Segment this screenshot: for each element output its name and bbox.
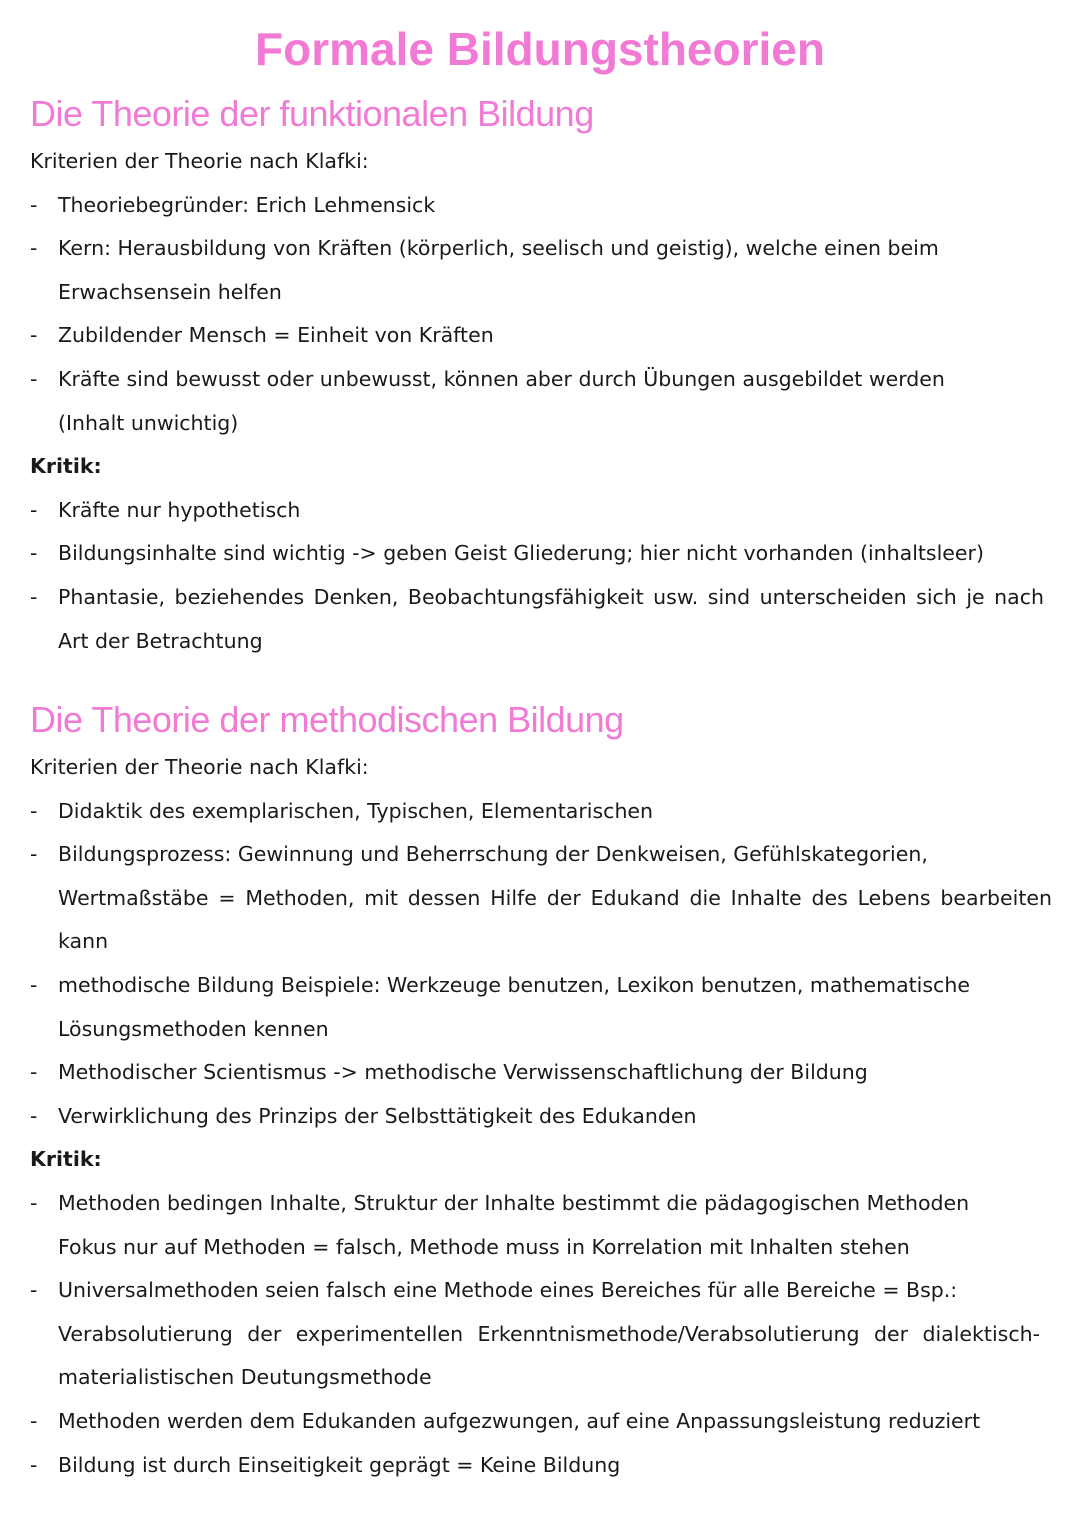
bullet-dash: - [30, 1409, 38, 1433]
bullet-dash: - [30, 1278, 38, 1303]
criteria-item: methodische Bildung Beispiele: Werkzeuge benutzen, Lexikon benutzen, mathematische [58, 973, 970, 997]
bullet-dash: - [30, 798, 38, 823]
critique-item: Verabsolutierung der experimentellen Erkenntnismethode/Verabsolutierung der dialektisch- [58, 1321, 1040, 1346]
bullet-dash: - [30, 1060, 38, 1085]
bullet-dash: - [30, 367, 38, 391]
critique-item: materialistischen Deutungsmethode [58, 1365, 432, 1390]
critique-item: Universalmethoden seien falsch eine Methode eines Bereiches für alle Bereiche = Bsp.: [58, 1278, 958, 1303]
critique-item: Bildung ist durch Einseitigkeit geprägt = Keine Bildung [58, 1452, 621, 1477]
criteria-item: Erwachsensein helfen [58, 279, 282, 304]
bullet-dash: - [30, 585, 38, 609]
criteria-item: kann [58, 929, 109, 954]
criteria-label: Kriterien der Theorie nach Klafki: [30, 755, 369, 779]
bullet-dash: - [30, 842, 38, 867]
section-heading: Die Theorie der funktionalen Bildung [30, 93, 594, 134]
criteria-item: Verwirklichung des Prinzips der Selbsttätigkeit des Edukanden [58, 1103, 697, 1128]
critique-item: Art der Betrachtung [58, 628, 263, 653]
critique-item: Bildungsinhalte sind wichtig -> geben Geist Gliederung; hier nicht vorhanden (inhaltsleer) [58, 541, 984, 566]
criteria-item: Wertmaßstäbe = Methoden, mit dessen Hilfe der Edukand die Inhalte des Lebens bearbeiten [58, 885, 1052, 910]
bullet-dash: - [30, 541, 38, 566]
bullet-dash: - [30, 323, 38, 348]
critique-item: Methoden werden dem Edukanden aufgezwungen, auf eine Anpassungsleistung reduziert [58, 1409, 981, 1433]
bullet-dash: - [30, 236, 38, 261]
critique-item: Phantasie, beziehendes Denken, Beobachtungsfähigkeit usw. sind unterscheiden sich je nach [58, 585, 1044, 609]
criteria-item: Zubildender Mensch = Einheit von Kräften [58, 323, 494, 348]
criteria-item: Didaktik des exemplarischen, Typischen, Elementarischen [58, 798, 654, 823]
bullet-dash: - [30, 1191, 38, 1215]
bullet-dash: - [30, 1452, 38, 1477]
criteria-item: Kräfte sind bewusst oder unbewusst, können aber durch Übungen ausgebildet werden [58, 367, 945, 391]
bullet-dash: - [30, 1103, 38, 1128]
page-title: Formale Bildungstheorien [255, 23, 825, 75]
bullet-dash: - [30, 192, 38, 217]
criteria-item: (Inhalt unwichtig) [58, 410, 239, 435]
critique-item: Fokus nur auf Methoden = falsch, Methode muss in Korrelation mit Inhalten stehen [58, 1234, 910, 1259]
criteria-label: Kriterien der Theorie nach Klafki: [30, 149, 369, 173]
criteria-item: Lösungsmethoden kennen [58, 1016, 329, 1041]
critique-label: Kritik: [30, 1147, 102, 1172]
bullet-dash: - [30, 497, 38, 522]
criteria-item: Bildungsprozess: Gewinnung und Beherrschung der Denkweisen, Gefühlskategorien, [58, 842, 928, 867]
critique-item: Methoden bedingen Inhalte, Struktur der Inhalte bestimmt die pädagogischen Methoden [58, 1191, 970, 1215]
criteria-item: Methodischer Scientismus -> methodische Verwissenschaftlichung der Bildung [58, 1060, 868, 1085]
critique-label: Kritik: [30, 454, 102, 479]
bullet-dash: - [30, 973, 38, 997]
criteria-item: Kern: Herausbildung von Kräften (körperlich, seelisch und geistig), welche einen beim [58, 236, 939, 261]
criteria-item: Theoriebegründer: Erich Lehmensick [58, 192, 436, 217]
section-heading: Die Theorie der methodischen Bildung [30, 699, 624, 740]
critique-item: Kräfte nur hypothetisch [58, 497, 301, 522]
